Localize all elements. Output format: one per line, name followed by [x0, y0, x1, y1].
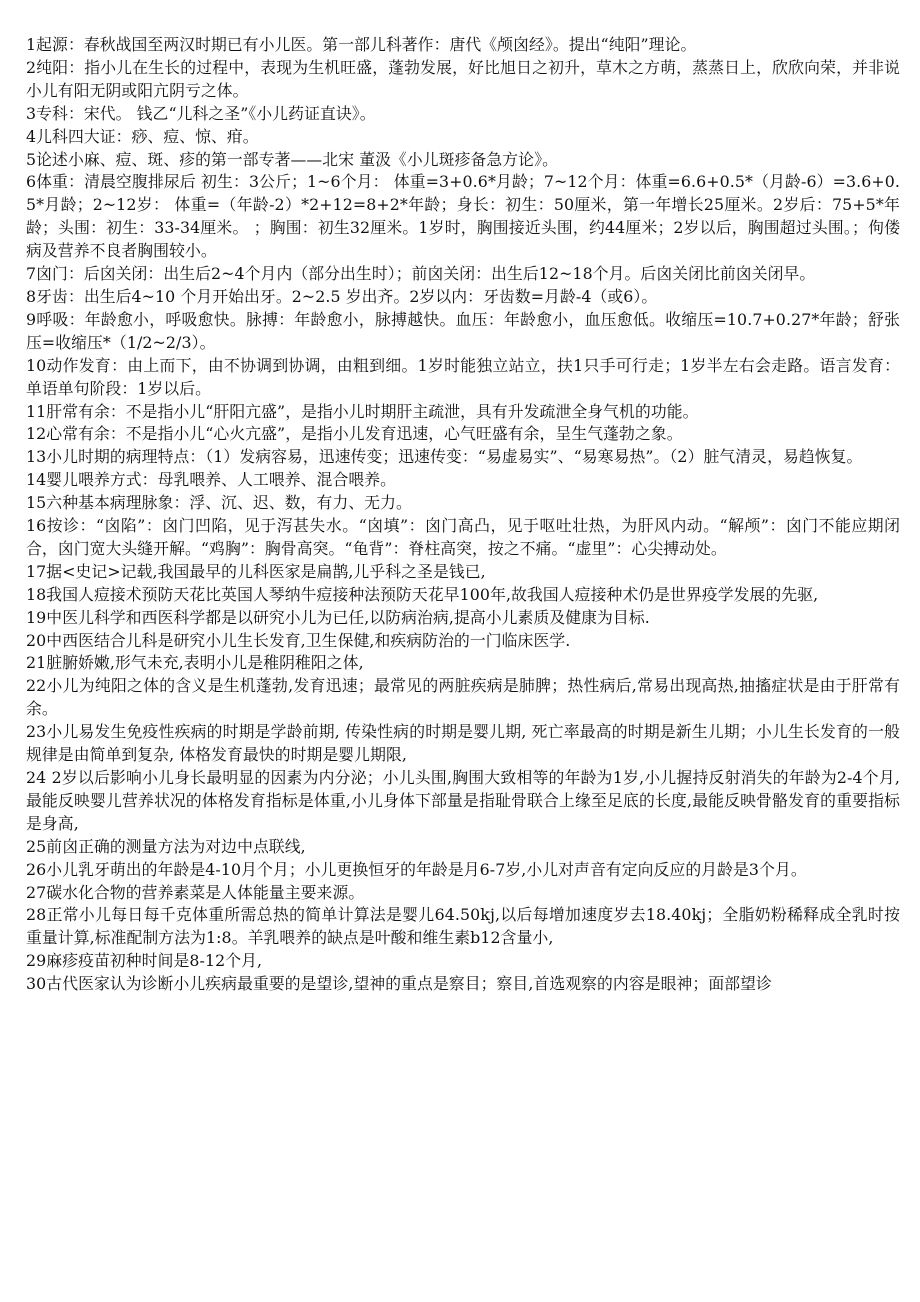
- list-item: 6体重：清晨空腹排尿后 初生：3公斤；1~6个月： 体重=3+0.6*月龄；7~12个月：体重=6.6+0.5*（月龄-6）=3.6+0.5*月龄；2~12岁： 体重=（年龄-2）*2+12=8+2*年龄；身长：初生：50厘米，第一年增长25厘米。2岁后：75+5*年龄；头围：初生：33-34厘米。 ；胸围：初生32厘米。1岁时，胸围接近头围，约44厘米；2岁以后，胸围超过头围。；佝偻病及营养不良者胸围较小。: [26, 172, 900, 261]
- list-item: 8牙齿：出生后4~10 个月开始出牙。2~2.5 岁出齐。2岁以内：牙齿数=月龄-4（或6）。: [26, 286, 658, 306]
- list-item: 24 2岁以后影响小儿身长最明显的因素为内分泌；小儿头围,胸围大致相等的年龄为1岁,小儿握持反射消失的年龄为2-4个月,最能反映婴儿营养状况的体格发育指标是体重,小儿身体下部量是指耻骨联合上缘至足底的长度,最能反映骨骼发育的重要指标是身高,: [26, 768, 900, 833]
- list-item: 1起源：春秋战国至两汉时期已有小儿医。第一部儿科著作：唐代《颅囟经》。提出“纯阳”理论。: [26, 35, 697, 54]
- document-body: [26, 34, 900, 996]
- list-item: 17据<史记>记载,我国最早的儿科医家是扁鹊,儿乎科之圣是钱已,: [26, 561, 486, 581]
- list-item: 5论述小麻、痘、斑、疹的第一部专著——北宋 董汲《小儿斑疹备急方论》。: [26, 149, 558, 169]
- list-item: 7囟门：后囟关闭：出生后2~4个月内（部分出生时）；前囟关闭：出生后12~18个月。后囟关闭比前囟关闭早。: [26, 264, 816, 284]
- list-item: 3专科：宋代。 钱乙“儿科之圣”《小儿药证直诀》。: [26, 103, 376, 123]
- list-item: 29麻疹疫苗初种时间是8-12个月,: [26, 951, 263, 971]
- list-item: 21脏腑娇嫩,形气未充,表明小儿是稚阴稚阳之体,: [26, 653, 364, 673]
- list-item: 22小儿为纯阳之体的含义是生机蓬勃,发育迅速；最常见的两脏疾病是肺脾；热性病后,常易出现高热,抽搐症状是由于肝常有余。: [26, 676, 900, 719]
- list-item: 14婴儿喂养方式：母乳喂养、人工喂养、混合喂养。: [26, 470, 397, 490]
- list-item: 2纯阳：指小儿在生长的过程中，表现为生机旺盛，蓬勃发展，好比旭日之初升，草木之方萌，蒸蒸日上，欣欣向荣，并非说小儿有阳无阴或阳亢阴亏之体。: [26, 57, 900, 100]
- list-item: 15六种基本病理脉象：浮、沉、迟、数，有力、无力。: [26, 493, 412, 513]
- list-item: 20中西医结合儿科是研究小儿生长发育,卫生保健,和疾病防治的一门临床医学.: [26, 630, 571, 650]
- list-item: 25前囟正确的测量方法为对边中点联线,: [26, 836, 306, 856]
- list-item: 9呼吸：年龄愈小，呼吸愈快。脉搏：年龄愈小，脉搏越快。血压：年龄愈小，血压愈低。收缩压=10.7+0.27*年龄；舒张压=收缩压*（1/2~2/3）。: [26, 309, 900, 352]
- list-item: 26小儿乳牙萌出的年龄是4-10月个月；小儿更换恒牙的年龄是月6-7岁,小儿对声音有定向反应的月龄是3个月。: [26, 859, 807, 879]
- list-item: 4儿科四大证：痧、痘、惊、疳。: [26, 126, 259, 146]
- list-item: 30古代医家认为诊断小儿疾病最重要的是望诊,望神的重点是察目；察目,首选观察的内容是眼神；面部望诊: [26, 974, 772, 994]
- list-item: 23小儿易发生免疫性疾病的时期是学龄前期, 传染性病的时期是婴儿期, 死亡率最高的时期是新生儿期；小儿生长发育的一般规律是由简单到复杂, 体格发育最快的时期是婴儿期限,: [26, 722, 900, 765]
- list-item: 19中医儿科学和西医科学都是以研究小儿为已任,以防病治病,提高小儿素质及健康为目标.: [26, 607, 650, 627]
- list-item: 12心常有余：不是指小儿“心火亢盛”，是指小儿发育迅速，心气旺盛有余，呈生气蓬勃之象。: [26, 424, 683, 444]
- list-item: 27碳水化合物的营养素菜是人体能量主要来源。: [26, 882, 365, 902]
- list-item: 18我国人痘接术预防天花比英国人琴纳牛痘接种法预防天花早100年,故我国人痘接种术仍是世界疫学发展的先驱,: [26, 584, 819, 604]
- list-item: 28正常小儿每日每千克体重所需总热的简单计算法是婴儿64.50kj,以后每增加速度岁去18.40kj；全脂奶粉稀释成全乳时按重量计算,标准配制方法为1:8。羊乳喂养的缺点是叶酸和维生素b12含量小,: [26, 905, 900, 948]
- list-item: 13小儿时期的病理特点：（1）发病容易，迅速传变；迅速传变：“易虚易实”、“易寒易热”。（2）脏气清灵，易趋恢复。: [26, 447, 863, 467]
- list-item: 10动作发育：由上而下，由不协调到协调，由粗到细。1岁时能独立站立，扶1只手可行走；1岁半左右会走路。语言发育：单语单句阶段：1岁以后。: [26, 355, 900, 398]
- list-item: 16按诊：“囟陷”：囟门凹陷，见于泻甚失水。“囟填”：囟门高凸，见于呕吐壮热，为肝风内动。“解颅”：囟门不能应期闭合，囟门宽大头缝开解。“鸡胸”：胸骨高突。“龟背”：脊柱高突，按之不痛。“虚里”：心尖搏动处。: [26, 516, 900, 558]
- list-item: 11肝常有余：不是指小儿“肝阳亢盛”，是指小儿时期肝主疏泄，具有升发疏泄全身气机的功能。: [26, 401, 699, 421]
